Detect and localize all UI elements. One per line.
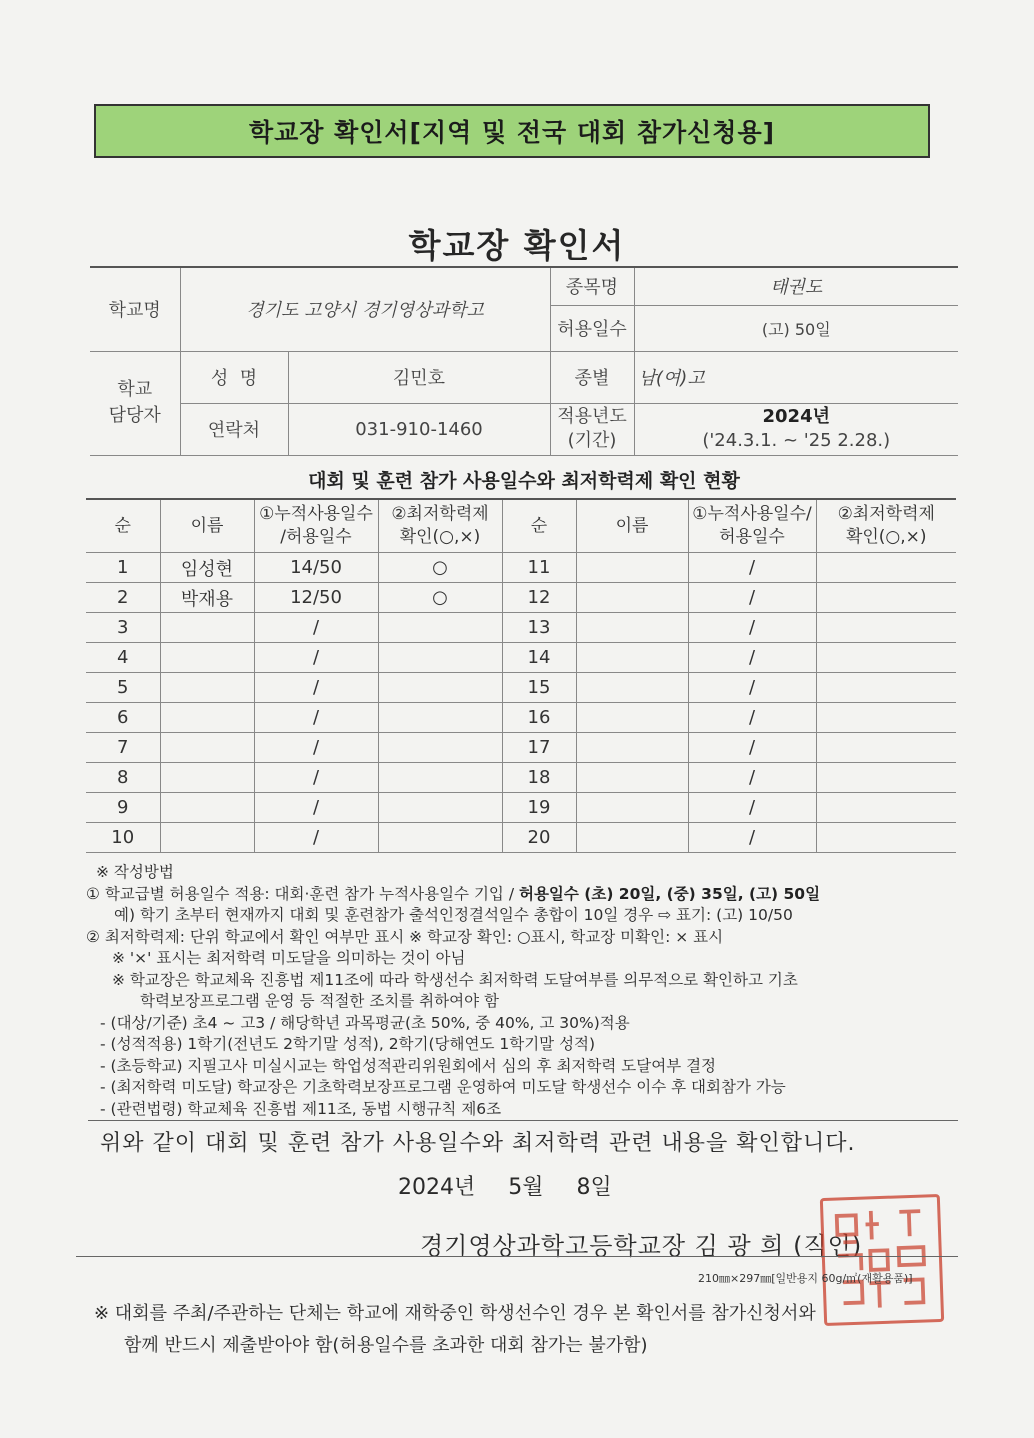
row-check-cell xyxy=(378,823,502,853)
row-days-cell: / xyxy=(254,703,378,733)
year-label-line1: 적용년도 xyxy=(557,406,627,427)
detail-4: - (최저학력 미도달) 학교장은 기초학력보장프로그램 운영하여 미도달 학생선수 이수 후 대회참가 가능 xyxy=(100,1078,786,1096)
note-4a: ※ 학교장은 학교체육 진흥법 제11조에 따라 학생선수 최저학력 도달여부를 의무적으로 확인하고 기초 xyxy=(112,970,798,989)
manager-name-value: 김민호 xyxy=(288,351,550,403)
note-1a: ① 학교급별 허용일수 적용: 대회·훈련 참가 누적사용일수 기입 / xyxy=(86,884,519,903)
footer-notice xyxy=(94,1298,974,1362)
year-label-line2: (기간) xyxy=(567,430,617,451)
detail-3: - (초등학교) 지필고사 미실시교는 학업성적관리위원회에서 심의 후 최저학력 도달여부 결정 xyxy=(100,1056,717,1075)
row-check-cell xyxy=(378,613,502,643)
row-days-cell-right: / xyxy=(688,673,816,703)
row-name-cell xyxy=(160,733,254,763)
confirmation-statement: 위와 같이 대회 및 훈련 참가 사용일수와 최저학력 관련 내용을 확인합니다. xyxy=(100,1131,856,1156)
row-check-cell-right xyxy=(816,613,956,643)
row-no-cell: 5 xyxy=(86,673,160,703)
row-check-cell xyxy=(378,703,502,733)
header-days-right-line1: ①누적사용일수/ xyxy=(692,504,812,524)
period-value: ('24.3.1. ~ '25 2.28.) xyxy=(702,430,891,451)
row-no-cell: 4 xyxy=(86,643,160,673)
table-row xyxy=(86,643,956,673)
row-name-cell-right xyxy=(576,553,688,583)
row-name-cell xyxy=(160,793,254,823)
table-row xyxy=(86,763,956,793)
row-days-cell: / xyxy=(254,613,378,643)
participation-status-table xyxy=(86,498,956,853)
row-no-cell-right: 16 xyxy=(502,703,576,733)
footer-line-2: 함께 반드시 제출받아야 함(허용일수를 초과한 대회 참가는 불가함) xyxy=(124,1335,648,1356)
note-4b: 학력보장프로그램 운영 등 적절한 조치를 취하여야 함 xyxy=(140,992,499,1010)
row-days-cell: / xyxy=(254,823,378,853)
header-check-line1: ②최저학력제 xyxy=(391,504,489,524)
row-no-cell-right: 13 xyxy=(502,613,576,643)
header-check xyxy=(378,499,502,553)
document-title: 학교장 확인서 xyxy=(408,226,626,265)
row-name-cell-right xyxy=(576,793,688,823)
form-type-banner: 학교장 확인서[지역 및 전국 대회 참가신청용] xyxy=(94,104,930,158)
event-label: 종목명 xyxy=(550,267,634,305)
footer-line-1: ※ 대회를 주최/주관하는 단체는 학교에 재학중인 학생선수인 경우 본 확인서를 참가신청서와 xyxy=(94,1303,816,1324)
name-label: 성 명 xyxy=(180,351,288,403)
note-2: ② 최저학력제: 단위 학교에서 확인 여부만 표시 ※ 학교장 확인: ○표시, 학교장 미확인: × 표시 xyxy=(86,927,724,946)
row-check-cell: ○ xyxy=(378,553,502,583)
event-value: 태권도 xyxy=(634,267,958,305)
row-name-cell xyxy=(160,703,254,733)
row-days-cell: / xyxy=(254,673,378,703)
date-month: 5월 xyxy=(508,1175,544,1200)
year-value: 2024년 xyxy=(762,406,830,427)
row-name-cell xyxy=(160,643,254,673)
allowed-days-label: 허용일수 xyxy=(550,305,634,351)
row-name-cell-right xyxy=(576,613,688,643)
row-check-cell xyxy=(378,793,502,823)
header-check-right xyxy=(816,499,956,553)
bottom-rule xyxy=(76,1256,958,1257)
row-check-cell xyxy=(378,643,502,673)
row-name-cell xyxy=(160,823,254,853)
row-no-cell: 1 xyxy=(86,553,160,583)
row-check-cell xyxy=(378,673,502,703)
row-check-cell xyxy=(378,733,502,763)
row-no-cell: 2 xyxy=(86,583,160,613)
note-1b: 허용일수 (초) 20일, (중) 35일, (고) 50일 xyxy=(518,884,821,903)
note-1 xyxy=(86,884,966,906)
table-row xyxy=(86,793,956,823)
header-name-right: 이름 xyxy=(576,499,688,553)
row-days-cell-right: / xyxy=(688,703,816,733)
row-name-cell xyxy=(160,763,254,793)
row-check-cell-right xyxy=(816,703,956,733)
row-days-cell-right: / xyxy=(688,823,816,853)
note-1c: 예) 학기 초부터 현재까지 대회 및 훈련참가 출석인정결석일수 총합이 10일 경우 ⇨ 표기: (고) 10/50 xyxy=(114,906,793,924)
table-row xyxy=(86,553,956,583)
row-days-cell-right: / xyxy=(688,643,816,673)
header-days-right-line2: 허용일수 xyxy=(719,527,785,547)
row-no-cell: 7 xyxy=(86,733,160,763)
header-days-line2: /허용일수 xyxy=(280,527,352,547)
row-check-cell xyxy=(378,763,502,793)
school-name-label: 학교명 xyxy=(90,267,180,351)
date-day: 8일 xyxy=(576,1175,612,1200)
row-name-cell-right xyxy=(576,673,688,703)
instructions xyxy=(86,862,966,1120)
row-check-cell-right xyxy=(816,643,956,673)
header-days-line1: ①누적사용일수 xyxy=(259,504,373,524)
contact-label: 연락처 xyxy=(180,403,288,455)
row-name-cell-right xyxy=(576,583,688,613)
row-days-cell: / xyxy=(254,793,378,823)
detail-1: - (대상/기준) 초4 ~ 고3 / 해당학년 과목평균(초 50%, 중 40%, 고 30%)적용 xyxy=(100,1013,630,1032)
school-name-value: 경기도 고양시 경기영상과학고 xyxy=(180,267,550,351)
row-days-cell: 12/50 xyxy=(254,583,378,613)
gender-value: 남(여)고 xyxy=(634,351,958,403)
header-name: 이름 xyxy=(160,499,254,553)
school-info-table xyxy=(90,266,958,456)
row-name-cell-right xyxy=(576,823,688,853)
row-check-cell-right xyxy=(816,763,956,793)
row-name-cell-right xyxy=(576,703,688,733)
row-days-cell-right: / xyxy=(688,553,816,583)
year-label xyxy=(550,403,634,455)
allowed-days-value: (고) 50일 xyxy=(634,305,958,351)
row-days-cell-right: / xyxy=(688,613,816,643)
row-no-cell-right: 15 xyxy=(502,673,576,703)
row-days-cell-right: / xyxy=(688,793,816,823)
header-check-line2: 확인(○,×) xyxy=(399,527,481,547)
row-check-cell-right xyxy=(816,673,956,703)
table-row xyxy=(86,823,956,853)
table-row xyxy=(86,703,956,733)
row-check-cell-right xyxy=(816,733,956,763)
row-no-cell-right: 18 xyxy=(502,763,576,793)
row-no-cell: 9 xyxy=(86,793,160,823)
row-name-cell: 임성현 xyxy=(160,553,254,583)
detail-5: - (관련법령) 학교체육 진흥법 제11조, 동법 시행규칙 제6조 xyxy=(100,1099,502,1118)
row-days-cell-right: / xyxy=(688,583,816,613)
row-name-cell: 박재용 xyxy=(160,583,254,613)
row-days-cell-right: / xyxy=(688,733,816,763)
status-table-title: 대회 및 훈련 참가 사용일수와 최저학력제 확인 현황 xyxy=(308,470,740,492)
notes-heading: ※ 작성방법 xyxy=(96,863,174,881)
row-no-cell-right: 12 xyxy=(502,583,576,613)
row-no-cell-right: 14 xyxy=(502,643,576,673)
table-row xyxy=(86,733,956,763)
header-days xyxy=(254,499,378,553)
row-no-cell-right: 19 xyxy=(502,793,576,823)
row-days-cell: / xyxy=(254,733,378,763)
gender-label: 종별 xyxy=(550,351,634,403)
principal-signature-line: 경기영상과학고등학교장 김 광 희 (직인) xyxy=(420,1232,863,1260)
row-days-cell: / xyxy=(254,643,378,673)
note-3: ※ '×' 표시는 최저학력 미도달을 의미하는 것이 아님 xyxy=(112,949,466,967)
paper-size-note: 210㎜×297㎜[일반용지 60g/㎡(재활용품)] xyxy=(698,1272,913,1285)
row-days-cell: 14/50 xyxy=(254,553,378,583)
row-check-cell: ○ xyxy=(378,583,502,613)
row-no-cell: 10 xyxy=(86,823,160,853)
row-name-cell-right xyxy=(576,763,688,793)
manager-label: 학교 담당자 xyxy=(90,351,180,455)
row-name-cell xyxy=(160,613,254,643)
divider xyxy=(88,1120,958,1121)
row-name-cell-right xyxy=(576,643,688,673)
row-check-cell-right xyxy=(816,553,956,583)
row-days-cell: / xyxy=(254,763,378,793)
row-no-cell: 6 xyxy=(86,703,160,733)
contact-value: 031-910-1460 xyxy=(288,403,550,455)
header-check-right-line2: 확인(○,×) xyxy=(845,527,927,547)
detail-2: - (성적적용) 1학기(전년도 2학기말 성적), 2학기(당해연도 1학기말 성적) xyxy=(100,1035,596,1053)
table-row xyxy=(86,673,956,703)
row-no-cell-right: 11 xyxy=(502,553,576,583)
issue-date xyxy=(398,1170,638,1201)
row-check-cell-right xyxy=(816,583,956,613)
header-check-right-line1: ②최저학력제 xyxy=(837,504,935,524)
row-no-cell-right: 17 xyxy=(502,733,576,763)
table-header-row xyxy=(86,499,956,553)
row-check-cell-right xyxy=(816,823,956,853)
row-check-cell-right xyxy=(816,793,956,823)
row-days-cell-right: / xyxy=(688,763,816,793)
year-value-cell xyxy=(634,403,958,455)
header-no-right: 순 xyxy=(502,499,576,553)
table-row xyxy=(86,613,956,643)
row-no-cell-right: 20 xyxy=(502,823,576,853)
row-name-cell-right xyxy=(576,733,688,763)
row-no-cell: 3 xyxy=(86,613,160,643)
date-year: 2024년 xyxy=(398,1175,476,1200)
header-no: 순 xyxy=(86,499,160,553)
row-no-cell: 8 xyxy=(86,763,160,793)
table-row xyxy=(86,583,956,613)
row-name-cell xyxy=(160,673,254,703)
header-days-right xyxy=(688,499,816,553)
